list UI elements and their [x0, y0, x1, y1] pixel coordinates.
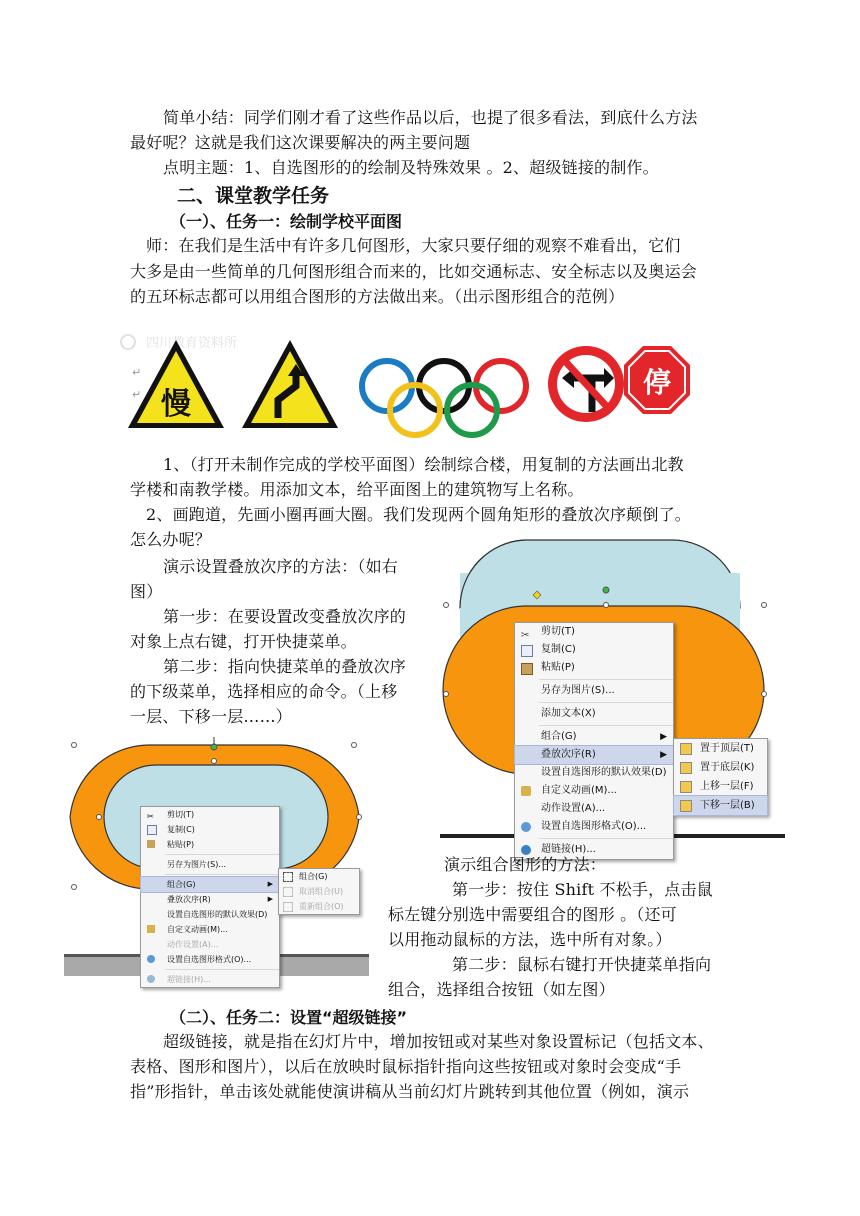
- submenu-regroup[interactable]: [279, 899, 359, 914]
- format-shape-icon: [521, 822, 531, 832]
- submenu-arrow-icon: ▶: [660, 732, 667, 742]
- submenu-ungroup-label: 取消组合(U): [299, 887, 344, 896]
- teacher-line-1: 师：在我们是生活中有许多几何图形，大家只要仔细的观察不难看出，它们: [146, 236, 681, 255]
- order-demo-5: 第二步：指向快捷菜单的叠放次序: [163, 657, 407, 676]
- left-menu-format-shape-label: 设置自选图形格式(O)...: [167, 955, 252, 964]
- menu-order[interactable]: [515, 746, 673, 764]
- left-menu-hyperlink[interactable]: [141, 972, 279, 987]
- group-demo-2: 第一步：按住 Shift 不松手，点击鼠: [452, 880, 713, 899]
- left-menu-format-shape[interactable]: [141, 952, 279, 967]
- menu-format-shape-label: 设置自选图形格式(O)...: [541, 821, 647, 832]
- hyperlink-line-2: 表格、图形和图片），以后在放映时鼠标指针指向这些按钮或对象时会变成“手: [130, 1057, 682, 1076]
- menu-save-picture[interactable]: [515, 682, 673, 700]
- submenu-ungroup[interactable]: [279, 884, 359, 899]
- format-shape-icon: [147, 955, 155, 963]
- group-submenu: [278, 868, 360, 915]
- submenu-bring-to-front[interactable]: [674, 739, 767, 758]
- left-menu-action-settings[interactable]: [141, 937, 279, 952]
- teacher-line-2: 大多是由一些简单的几何图形组合而来的，比如交通标志、安全标志以及奥运会: [130, 262, 698, 281]
- task2-heading: （二）、任务二：设置“超级链接”: [170, 1008, 408, 1027]
- order-demo-1: 演示设置叠放次序的方法：（如右: [163, 557, 399, 576]
- order-demo-4: 对象上点右键，打开快捷菜单。: [130, 632, 357, 651]
- menu-copy[interactable]: [515, 641, 673, 659]
- menu-default-effect[interactable]: [515, 764, 673, 782]
- step1-line-1: 1、（打开未制作完成的学校平面图）绘制综合楼，用复制的方法画出北教: [163, 455, 684, 474]
- hyperlink-line-3: 指”形指针，单击该处就能使演讲稿从当前幻灯片跳转到其他位置（例如，演示: [130, 1082, 690, 1101]
- send-backward-icon: [680, 800, 692, 812]
- copy-icon: [521, 645, 533, 657]
- context-menu-left: [140, 806, 280, 988]
- menu-action-settings[interactable]: [515, 800, 673, 818]
- ungroup-icon: [283, 887, 293, 897]
- menu-add-text-label: 添加文本(X): [541, 708, 596, 719]
- svg-text:↵: ↵: [132, 366, 142, 379]
- submenu-bring-forward-label: 上移一层(F): [700, 781, 754, 792]
- menu-copy-label: 复制(C): [541, 644, 576, 655]
- menu-add-text[interactable]: [515, 705, 673, 723]
- slow-warning-sign: [128, 340, 224, 428]
- group-demo-3: 标左键分别选中需要组合的图形 。（还可: [388, 905, 677, 924]
- left-menu-copy[interactable]: [141, 822, 279, 837]
- left-menu-save-picture-label: 另存为图片(S)...: [167, 860, 226, 869]
- menu-paste[interactable]: [515, 659, 673, 677]
- submenu-send-backward-label: 下移一层(B): [700, 800, 755, 811]
- animation-icon: [147, 925, 155, 933]
- menu-group-label: 组合(G): [541, 731, 577, 742]
- left-menu-group[interactable]: [141, 877, 279, 892]
- menu-format-shape[interactable]: [515, 818, 673, 836]
- globe-icon: [147, 975, 155, 983]
- topic-line: 点明主题：1、自选图形的的绘制及特殊效果 。2、超级链接的制作。: [163, 158, 659, 177]
- step2-line-1: 2、画跑道，先画小圈再画大圈。我们发现两个圆角矩形的叠放次序颠倒了。: [146, 505, 691, 524]
- summary-line-1: 简单小结：同学们刚才看了这些作品以后，也提了很多看法，到底什么方法: [163, 108, 698, 127]
- svg-text:停: 停: [642, 366, 672, 399]
- group-demo-5: 第二步：鼠标右键打开快捷菜单指向: [452, 955, 712, 974]
- left-menu-default-effect-label: 设置自选图形的默认效果(D): [167, 910, 268, 919]
- left-menu-cut[interactable]: [141, 807, 279, 822]
- paste-icon: [521, 663, 533, 675]
- menu-custom-animation[interactable]: [515, 782, 673, 800]
- menu-cut-label: 剪切(T): [541, 626, 575, 637]
- olympic-rings: [362, 361, 526, 435]
- bring-forward-icon: [680, 781, 692, 793]
- left-menu-action-settings-label: 动作设置(A)...: [167, 940, 219, 949]
- group-icon: [283, 872, 293, 882]
- submenu-send-backward[interactable]: [674, 796, 767, 815]
- animation-icon: [521, 786, 531, 796]
- send-to-back-icon: [680, 762, 692, 774]
- teacher-line-3: 的五环标志都可以用组合图形的方法做出来。（出示图形组合的范例）: [130, 287, 625, 306]
- step2-line-2: 怎么办呢？: [130, 530, 212, 549]
- regroup-icon: [283, 902, 293, 912]
- group-demo-1: 演示组合图形的方法：: [444, 855, 607, 874]
- submenu-regroup-label: 重新组合(O): [299, 902, 344, 911]
- traffic-signs-figure: [118, 320, 724, 444]
- step1-line-2: 学楼和南教学楼。用添加文本，给平面图上的建筑物写上名称。: [130, 480, 584, 499]
- order-demo-6: 的下级菜单，选择相应的命令。（上移: [130, 682, 398, 701]
- left-menu-order[interactable]: [141, 892, 279, 907]
- menu-default-effect-label: 设置自选图形的默认效果(D): [541, 767, 667, 778]
- stop-sign: [624, 346, 690, 414]
- order-demo-3: 第一步：在要设置改变叠放次序的: [163, 607, 407, 626]
- section-heading: 二、课堂教学任务: [177, 185, 330, 207]
- left-menu-order-label: 叠放次序(R): [167, 895, 211, 904]
- left-menu-group-label: 组合(G): [167, 880, 196, 889]
- submenu-bring-forward[interactable]: [674, 777, 767, 796]
- order-submenu: [673, 738, 768, 816]
- svg-text:慢: 慢: [161, 387, 191, 422]
- menu-cut[interactable]: [515, 623, 673, 641]
- left-menu-save-picture[interactable]: [141, 857, 279, 872]
- menu-action-settings-label: 动作设置(A)...: [541, 803, 606, 814]
- scissors-icon: ✂: [521, 630, 530, 641]
- left-menu-hyperlink-label: 超链接(H)...: [167, 975, 211, 984]
- task1-heading: （一）、任务一：绘制学校平面图: [170, 212, 403, 231]
- submenu-group-label: 组合(G): [299, 872, 328, 881]
- menu-paste-label: 粘贴(P): [541, 662, 575, 673]
- left-menu-custom-animation-label: 自定义动画(M)...: [167, 925, 228, 934]
- left-menu-custom-animation[interactable]: [141, 922, 279, 937]
- hyperlink-line-1: 超级链接，就是指在幻灯片中，增加按钮或对某些对象设置标记（包括文本、: [163, 1032, 714, 1051]
- paste-icon: [147, 840, 155, 848]
- group-demo-6: 组合，选择组合按钮（如左图）: [388, 980, 615, 999]
- submenu-send-to-back[interactable]: [674, 758, 767, 777]
- left-menu-cut-label: 剪切(T): [167, 810, 195, 819]
- submenu-arrow-icon: ▶: [267, 895, 273, 903]
- scissors-icon: ✂: [147, 812, 154, 821]
- submenu-arrow-icon: ▶: [267, 880, 273, 888]
- context-menu-right: [514, 622, 674, 860]
- submenu-bring-to-front-label: 置于顶层(T): [700, 743, 754, 754]
- submenu-group[interactable]: [279, 869, 359, 884]
- curve-warning-sign: [242, 340, 338, 428]
- svg-text:↵: ↵: [132, 388, 142, 401]
- copy-icon: [147, 825, 157, 835]
- submenu-send-to-back-label: 置于底层(K): [700, 762, 755, 773]
- submenu-arrow-icon: ▶: [660, 750, 667, 760]
- bring-to-front-icon: [680, 743, 692, 755]
- menu-hyperlink-label: 超链接(H)...: [541, 844, 596, 855]
- menu-group[interactable]: [515, 728, 673, 746]
- order-demo-7: 一层、下移一层……）: [130, 707, 293, 726]
- no-turn-sign: [548, 346, 624, 422]
- svg-text:四川教育资料所: 四川教育资料所: [146, 336, 238, 351]
- left-menu-default-effect[interactable]: [141, 907, 279, 922]
- left-menu-paste-label: 粘贴(P): [167, 840, 195, 849]
- order-demo-2: 图）: [130, 582, 163, 601]
- menu-order-label: 叠放次序(R): [541, 749, 596, 760]
- menu-custom-animation-label: 自定义动画(M)...: [541, 785, 617, 796]
- group-demo-4: 以用拖动鼠标的方法，选中所有对象。）: [388, 930, 672, 949]
- left-menu-copy-label: 复制(C): [167, 825, 195, 834]
- left-menu-paste[interactable]: [141, 837, 279, 852]
- menu-save-picture-label: 另存为图片(S)...: [541, 685, 615, 696]
- summary-line-2: 最好呢？这就是我们这次课要解决的两主要问题: [130, 133, 471, 152]
